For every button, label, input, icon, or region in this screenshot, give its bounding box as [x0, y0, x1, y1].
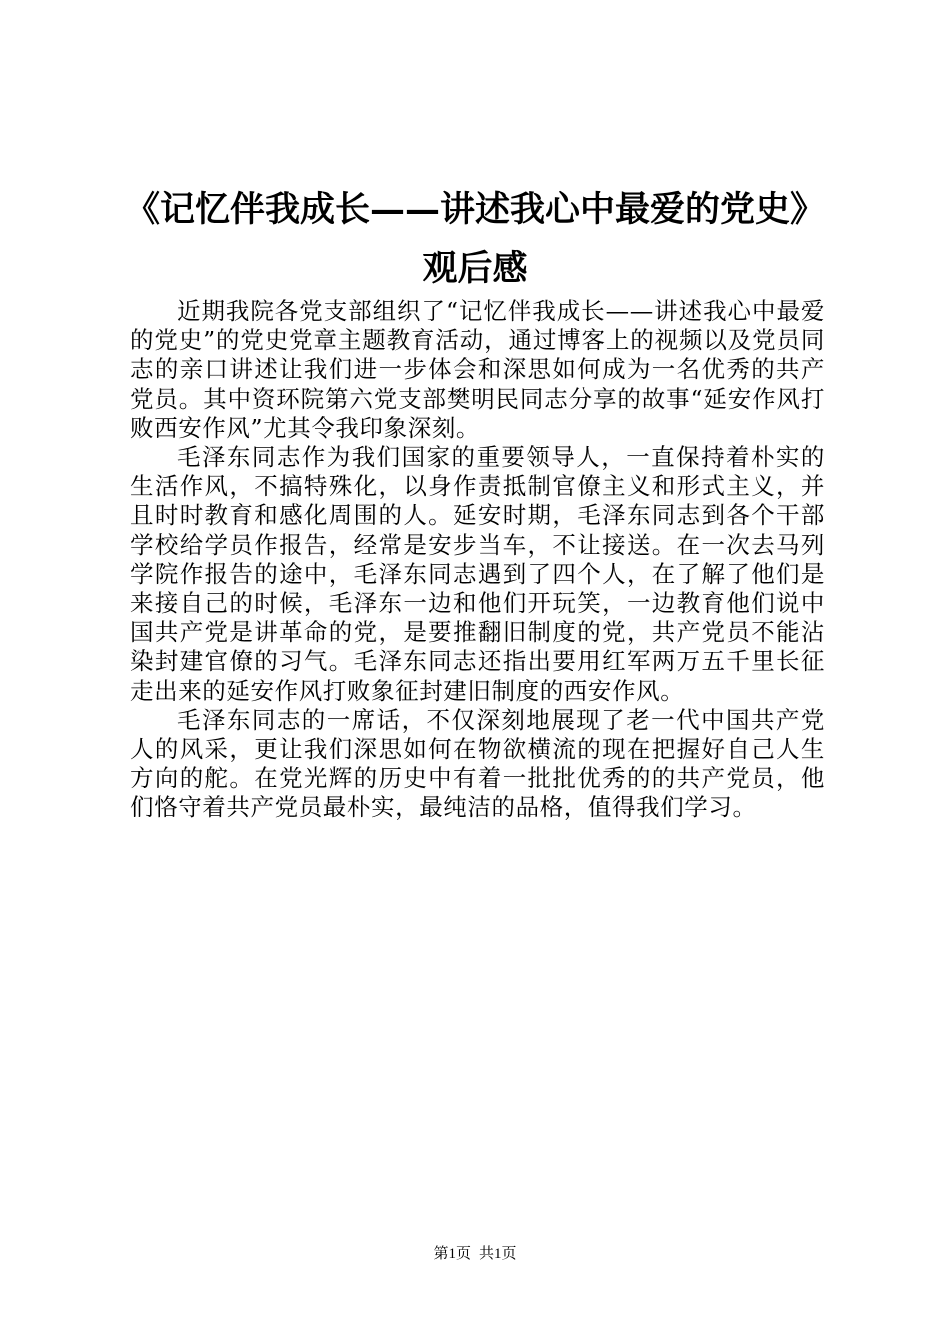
document-title: 《记忆伴我成长——讲述我心中最爱的党史》 — [124, 189, 825, 230]
document-body — [130, 297, 825, 823]
paragraph: 近期我院各党支部组织了“记忆伴我成长——讲述我心中最爱的党史”的党史党章主题教育活动，通过博客上的视频以及党员同志的亲口讲述让我们进一步体会和深思如何成为一名优秀的共产党员。其中资环院第六党支部樊明民同志分享的故事“延安作风打败西安作风”尤其令我印象深刻。 — [130, 297, 825, 442]
page-footer — [0, 1244, 950, 1264]
page-number: 第1页 — [433, 1246, 471, 1262]
page-total: 共1页 — [479, 1246, 517, 1262]
paragraph: 毛泽东同志的一席话，不仅深刻地展现了老一代中国共产党人的风采，更让我们深思如何在物欲横流的现在把握好自己人生方向的舵。在党光辉的历史中有着一批批优秀的的共产党员，他们恪守着共产党员最朴实，最纯洁的品格，值得我们学习。 — [130, 705, 825, 822]
document-subtitle: 观后感 — [422, 248, 528, 289]
paragraph: 毛泽东同志作为我们国家的重要领导人，一直保持着朴实的生活作风，不搞特殊化，以身作责抵制官僚主义和形式主义，并且时时教育和感化周围的人。延安时期，毛泽东同志到各个干部学校给学员作报告，经常是安步当车，不让接送。在一次去马列学院作报告的途中，毛泽东同志遇到了四个人，在了解了他们是来接自己的时候，毛泽东一边和他们开玩笑，一边教育他们说中国共产党是讲革命的党，是要推翻旧制度的党，共产党员不能沾染封建官僚的习气。毛泽东同志还指出要用红军两万五千里长征走出来的延安作风打败象征封建旧制度的西安作风。 — [130, 443, 825, 705]
